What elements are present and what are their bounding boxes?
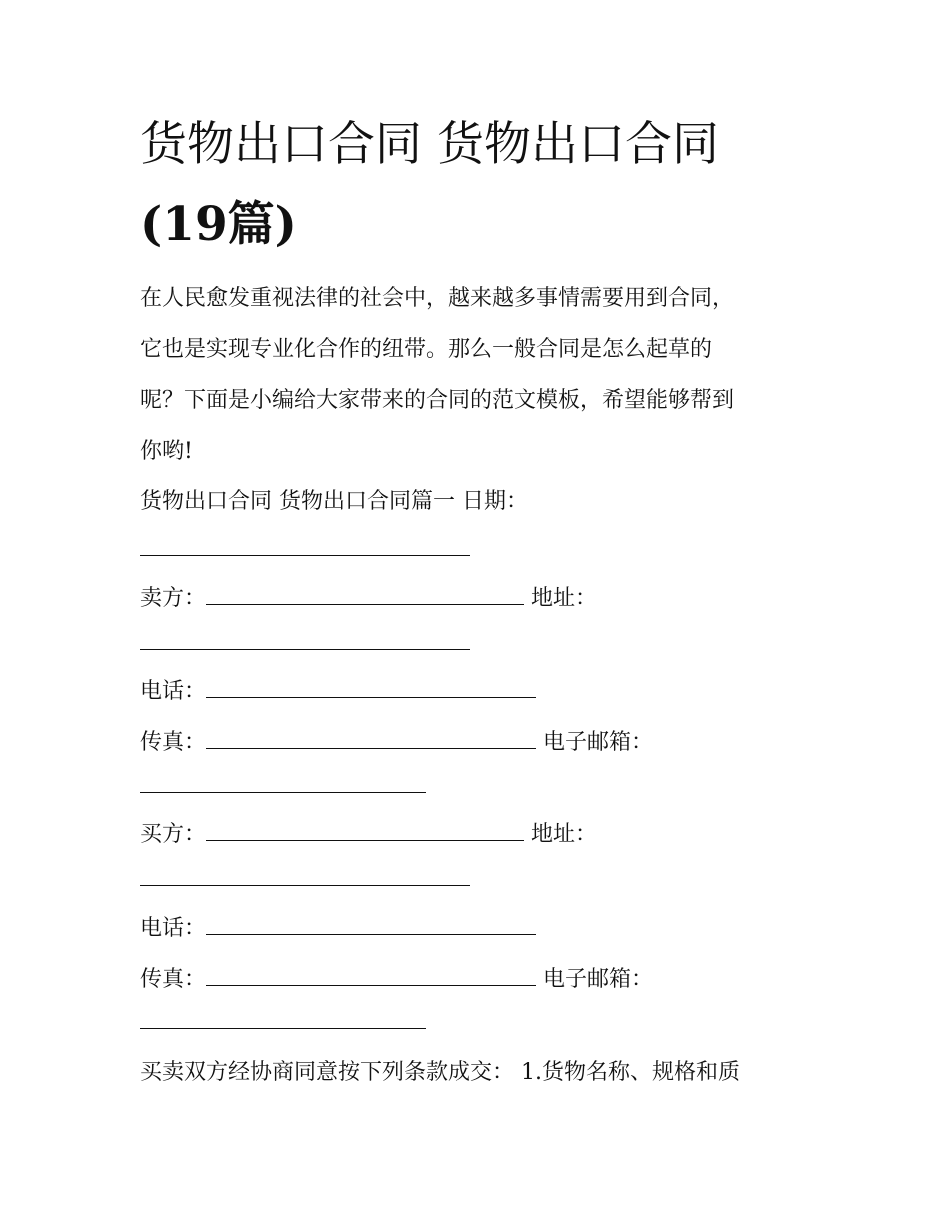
buyer-fax-row [140,963,820,995]
seller-fax-row [140,726,820,758]
date-blank[interactable] [140,533,470,556]
seller-phone-row [140,675,820,707]
intro-line-3: 呢？下面是小编给大家带来的合同的范文模板，希望能够帮到 [140,388,735,413]
seller-address-label: 地址： [531,586,598,611]
seller-label: 卖方： [140,586,207,611]
seller-address-blank[interactable] [140,627,470,650]
buyer-email-blank[interactable] [140,1006,426,1029]
buyer-email-field[interactable] [140,1006,820,1038]
seller-fax-label: 传真： [140,730,207,755]
seller-address-field[interactable] [140,627,820,659]
terms-line: 买卖双方经协商同意按下列条款成交： 1.货物名称、规格和质 [140,1060,740,1085]
seller-phone-blank[interactable] [206,675,536,698]
buyer-row [140,818,820,850]
buyer-address-label: 地址： [531,822,598,847]
buyer-phone-row [140,912,820,944]
buyer-address-field[interactable] [140,863,820,895]
buyer-blank[interactable] [206,818,524,841]
date-field[interactable] [140,533,820,565]
buyer-label: 买方： [140,822,207,847]
buyer-address-blank[interactable] [140,863,470,886]
intro-line-4: 你哟! [140,439,193,464]
buyer-phone-blank[interactable] [206,912,536,935]
buyer-fax-label: 传真： [140,967,207,992]
document-title-line-1: 货物出口合同 货物出口合同 [140,117,719,172]
seller-fax-blank[interactable] [206,726,536,749]
buyer-email-label: 电子邮箱： [543,967,654,992]
seller-email-field[interactable] [140,770,820,802]
buyer-fax-blank[interactable] [206,963,536,986]
seller-email-blank[interactable] [140,770,426,793]
document-title-line-2: (19篇) [140,197,297,252]
intro-line-1: 在人民愈发重视法律的社会中，越来越多事情需要用到合同， [140,286,735,311]
seller-blank[interactable] [206,582,524,605]
section-heading: 货物出口合同 货物出口合同篇一 日期： [140,489,528,514]
seller-row [140,582,820,614]
seller-phone-label: 电话： [140,679,207,704]
intro-line-2: 它也是实现专业化合作的纽带。那么一般合同是怎么起草的 [140,337,713,362]
buyer-phone-label: 电话： [140,916,207,941]
seller-email-label: 电子邮箱： [543,730,654,755]
